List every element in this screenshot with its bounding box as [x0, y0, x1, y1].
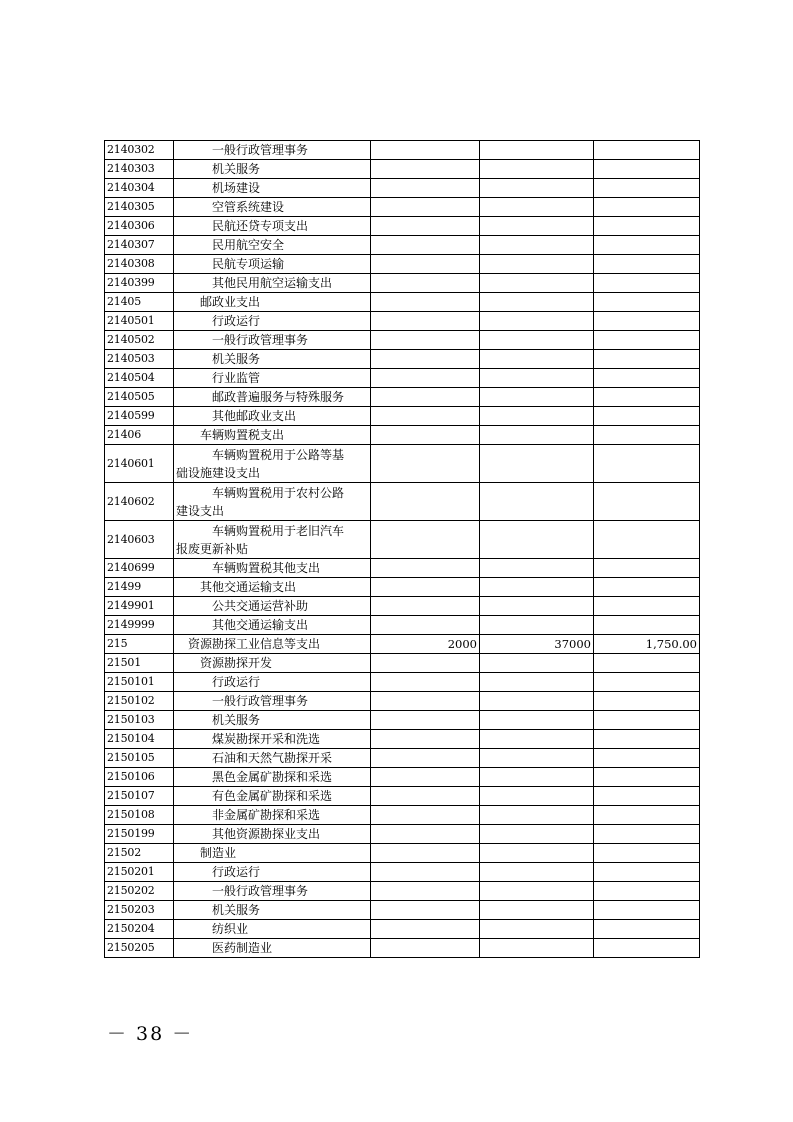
amount-cell-2 — [480, 882, 594, 901]
account-code-cell: 215 — [105, 635, 174, 654]
account-name-cell: 机关服务 — [174, 160, 371, 179]
amount-cell-1 — [371, 673, 480, 692]
amount-cell-2 — [480, 369, 594, 388]
amount-cell-2 — [480, 483, 594, 521]
amount-cell-1 — [371, 787, 480, 806]
table-row — [105, 768, 700, 787]
amount-cell-1 — [371, 578, 480, 597]
table-row — [105, 597, 700, 616]
account-name-cell: 其他民用航空运输支出 — [174, 274, 371, 293]
amount-cell-3 — [594, 939, 700, 958]
amount-cell-3 — [594, 255, 700, 274]
amount-cell-2 — [480, 236, 594, 255]
amount-cell-3 — [594, 293, 700, 312]
amount-cell-1 — [371, 274, 480, 293]
account-name-cell: 制造业 — [174, 844, 371, 863]
amount-cell-2 — [480, 388, 594, 407]
amount-cell-1 — [371, 369, 480, 388]
account-code-cell: 2140307 — [105, 236, 174, 255]
amount-cell-2 — [480, 521, 594, 559]
amount-cell-2 — [480, 274, 594, 293]
table-row — [105, 673, 700, 692]
amount-cell-3 — [594, 160, 700, 179]
account-name-cell: 有色金属矿勘探和采选 — [174, 787, 371, 806]
amount-cell-3 — [594, 616, 700, 635]
account-code-cell: 2149901 — [105, 597, 174, 616]
table-row — [105, 198, 700, 217]
amount-cell-3 — [594, 654, 700, 673]
account-code-cell: 2150102 — [105, 692, 174, 711]
table-row — [105, 369, 700, 388]
amount-cell-2 — [480, 616, 594, 635]
account-code-cell: 2150105 — [105, 749, 174, 768]
table-row — [105, 730, 700, 749]
amount-cell-2 — [480, 141, 594, 160]
table-row — [105, 825, 700, 844]
amount-cell-2 — [480, 293, 594, 312]
account-code-cell: 2140602 — [105, 483, 174, 521]
table-row — [105, 635, 700, 654]
account-name-cell: 机关服务 — [174, 350, 371, 369]
amount-cell-2 — [480, 198, 594, 217]
table-row — [105, 711, 700, 730]
amount-cell-1 — [371, 559, 480, 578]
account-name-line-1: 车辆购置税用于老旧汽车 — [212, 523, 345, 538]
account-code-cell: 2150107 — [105, 787, 174, 806]
amount-cell-3 — [594, 578, 700, 597]
amount-cell-2 — [480, 578, 594, 597]
account-code-cell: 21406 — [105, 426, 174, 445]
account-name-cell: 纺织业 — [174, 920, 371, 939]
account-name-cell: 机关服务 — [174, 901, 371, 920]
amount-cell-3 — [594, 236, 700, 255]
table-row — [105, 179, 700, 198]
amount-cell-3 — [594, 806, 700, 825]
amount-cell-2 — [480, 407, 594, 426]
amount-cell-1 — [371, 312, 480, 331]
amount-cell-2 — [480, 559, 594, 578]
account-name-cell: 一般行政管理事务 — [174, 692, 371, 711]
amount-cell-1 — [371, 939, 480, 958]
amount-cell-1 — [371, 920, 480, 939]
table-row — [105, 692, 700, 711]
account-name-cell: 其他资源勘探业支出 — [174, 825, 371, 844]
amount-cell-1 — [371, 749, 480, 768]
amount-cell-3 — [594, 141, 700, 160]
account-code-cell: 2140603 — [105, 521, 174, 559]
account-name-cell: 民用航空安全 — [174, 236, 371, 255]
amount-cell-1 — [371, 730, 480, 749]
table-row — [105, 882, 700, 901]
amount-cell-3 — [594, 882, 700, 901]
account-code-cell: 2150203 — [105, 901, 174, 920]
account-code-cell: 2140504 — [105, 369, 174, 388]
amount-cell-1 — [371, 331, 480, 350]
account-code-cell: 21405 — [105, 293, 174, 312]
amount-cell-1 — [371, 141, 480, 160]
amount-cell-3 — [594, 426, 700, 445]
amount-cell-3 — [594, 692, 700, 711]
account-name-cell: 民航专项运输 — [174, 255, 371, 274]
account-name-cell: 车辆购置税支出 — [174, 426, 371, 445]
amount-cell-1 — [371, 198, 480, 217]
amount-cell-3 — [594, 407, 700, 426]
amount-cell-2 — [480, 445, 594, 483]
account-code-cell: 21502 — [105, 844, 174, 863]
account-name-cell: 医药制造业 — [174, 939, 371, 958]
account-code-cell: 2150103 — [105, 711, 174, 730]
amount-cell-2 — [480, 597, 594, 616]
account-name-cell: 行业监管 — [174, 369, 371, 388]
amount-cell-2 — [480, 768, 594, 787]
amount-cell-1 — [371, 711, 480, 730]
amount-cell-1 — [371, 160, 480, 179]
account-name-cell: 行政运行 — [174, 673, 371, 692]
account-code-cell: 2140305 — [105, 198, 174, 217]
amount-cell-2 — [480, 654, 594, 673]
table-row — [105, 236, 700, 255]
amount-cell-2 — [480, 730, 594, 749]
table-row — [105, 160, 700, 179]
amount-cell-1 — [371, 806, 480, 825]
amount-cell-2 — [480, 217, 594, 236]
table-row — [105, 426, 700, 445]
amount-cell-1 — [371, 407, 480, 426]
account-name-line-2: 建设支出 — [176, 503, 225, 518]
account-code-cell: 2150106 — [105, 768, 174, 787]
account-name-cell — [174, 445, 371, 483]
amount-cell-2: 37000 — [480, 635, 594, 654]
amount-cell-1 — [371, 692, 480, 711]
amount-cell-2 — [480, 806, 594, 825]
account-name-line-2: 报废更新补贴 — [176, 541, 249, 556]
amount-cell-1 — [371, 863, 480, 882]
amount-cell-1: 2000 — [371, 635, 480, 654]
table-row — [105, 654, 700, 673]
amount-cell-2 — [480, 787, 594, 806]
account-name-cell: 行政运行 — [174, 312, 371, 331]
account-code-cell: 2150104 — [105, 730, 174, 749]
table-row — [105, 844, 700, 863]
account-name-cell: 机场建设 — [174, 179, 371, 198]
amount-cell-2 — [480, 350, 594, 369]
account-code-cell: 2149999 — [105, 616, 174, 635]
table-row — [105, 578, 700, 597]
amount-cell-2 — [480, 426, 594, 445]
amount-cell-3 — [594, 217, 700, 236]
amount-cell-3 — [594, 768, 700, 787]
amount-cell-2 — [480, 160, 594, 179]
table-row — [105, 483, 700, 521]
amount-cell-3 — [594, 673, 700, 692]
account-code-cell: 2140302 — [105, 141, 174, 160]
account-name-line-1: 车辆购置税用于农村公路 — [212, 485, 345, 500]
table-row — [105, 616, 700, 635]
amount-cell-1 — [371, 768, 480, 787]
account-name-cell: 一般行政管理事务 — [174, 882, 371, 901]
amount-cell-1 — [371, 217, 480, 236]
amount-cell-1 — [371, 616, 480, 635]
account-code-cell: 2140501 — [105, 312, 174, 331]
amount-cell-2 — [480, 255, 594, 274]
amount-cell-3 — [594, 521, 700, 559]
amount-cell-1 — [371, 483, 480, 521]
account-name-cell: 资源勘探开发 — [174, 654, 371, 673]
amount-cell-2 — [480, 825, 594, 844]
account-code-cell: 2140399 — [105, 274, 174, 293]
amount-cell-1 — [371, 825, 480, 844]
amount-cell-1 — [371, 521, 480, 559]
amount-cell-3 — [594, 274, 700, 293]
amount-cell-2 — [480, 312, 594, 331]
table-row — [105, 312, 700, 331]
account-name-cell: 煤炭勘探开采和洗选 — [174, 730, 371, 749]
amount-cell-3 — [594, 179, 700, 198]
account-code-cell: 2140502 — [105, 331, 174, 350]
amount-cell-3 — [594, 730, 700, 749]
account-name-cell: 一般行政管理事务 — [174, 331, 371, 350]
table-row — [105, 559, 700, 578]
amount-cell-1 — [371, 654, 480, 673]
account-code-cell: 2150108 — [105, 806, 174, 825]
account-name-line-2: 础设施建设支出 — [176, 465, 261, 480]
account-name-cell: 其他交通运输支出 — [174, 616, 371, 635]
account-name-cell: 其他交通运输支出 — [174, 578, 371, 597]
amount-cell-1 — [371, 426, 480, 445]
amount-cell-2 — [480, 863, 594, 882]
account-code-cell: 2140699 — [105, 559, 174, 578]
amount-cell-3 — [594, 350, 700, 369]
amount-cell-1 — [371, 350, 480, 369]
account-code-cell: 2140308 — [105, 255, 174, 274]
amount-cell-3 — [594, 825, 700, 844]
amount-cell-3 — [594, 198, 700, 217]
table-row — [105, 787, 700, 806]
account-code-cell: 2150205 — [105, 939, 174, 958]
amount-cell-3 — [594, 787, 700, 806]
account-name-cell: 非金属矿勘探和采选 — [174, 806, 371, 825]
table-row — [105, 141, 700, 160]
amount-cell-1 — [371, 901, 480, 920]
table-row — [105, 407, 700, 426]
account-code-cell: 2140306 — [105, 217, 174, 236]
account-code-cell: 21501 — [105, 654, 174, 673]
account-name-cell: 邮政业支出 — [174, 293, 371, 312]
account-name-cell: 一般行政管理事务 — [174, 141, 371, 160]
account-name-cell: 机关服务 — [174, 711, 371, 730]
account-name-cell: 资源勘探工业信息等支出 — [174, 635, 371, 654]
account-name-cell: 公共交通运营补助 — [174, 597, 371, 616]
account-name-cell — [174, 521, 371, 559]
account-code-cell: 2150201 — [105, 863, 174, 882]
amount-cell-3 — [594, 388, 700, 407]
amount-cell-3 — [594, 920, 700, 939]
table-row — [105, 806, 700, 825]
table-row — [105, 939, 700, 958]
account-name-cell: 石油和天然气勘探开采 — [174, 749, 371, 768]
amount-cell-3 — [594, 597, 700, 616]
amount-cell-1 — [371, 445, 480, 483]
amount-cell-3 — [594, 369, 700, 388]
account-code-cell: 2140303 — [105, 160, 174, 179]
amount-cell-3 — [594, 901, 700, 920]
account-code-cell: 2150101 — [105, 673, 174, 692]
account-name-cell: 空管系统建设 — [174, 198, 371, 217]
amount-cell-1 — [371, 388, 480, 407]
account-code-cell: 2140601 — [105, 445, 174, 483]
amount-cell-2 — [480, 179, 594, 198]
amount-cell-1 — [371, 882, 480, 901]
amount-cell-1 — [371, 293, 480, 312]
account-code-cell: 2140599 — [105, 407, 174, 426]
account-name-cell — [174, 483, 371, 521]
table-row — [105, 217, 700, 236]
table-row — [105, 350, 700, 369]
amount-cell-2 — [480, 920, 594, 939]
account-name-cell: 其他邮政业支出 — [174, 407, 371, 426]
amount-cell-1 — [371, 236, 480, 255]
account-code-cell: 21499 — [105, 578, 174, 597]
amount-cell-3 — [594, 863, 700, 882]
table-row — [105, 920, 700, 939]
account-name-cell: 黑色金属矿勘探和采选 — [174, 768, 371, 787]
table-row — [105, 445, 700, 483]
account-code-cell: 2140505 — [105, 388, 174, 407]
amount-cell-2 — [480, 901, 594, 920]
amount-cell-3 — [594, 559, 700, 578]
amount-cell-3 — [594, 445, 700, 483]
amount-cell-3 — [594, 844, 700, 863]
table-row — [105, 749, 700, 768]
amount-cell-3 — [594, 331, 700, 350]
account-code-cell: 2150199 — [105, 825, 174, 844]
account-name-cell: 民航还贷专项支出 — [174, 217, 371, 236]
account-code-cell: 2140304 — [105, 179, 174, 198]
budget-table — [104, 140, 700, 958]
account-name-cell: 车辆购置税其他支出 — [174, 559, 371, 578]
account-name-line-1: 车辆购置税用于公路等基 — [212, 447, 345, 462]
account-code-cell: 2150204 — [105, 920, 174, 939]
account-name-cell: 邮政普遍服务与特殊服务 — [174, 388, 371, 407]
table-row — [105, 863, 700, 882]
amount-cell-2 — [480, 692, 594, 711]
account-name-cell: 行政运行 — [174, 863, 371, 882]
budget-table-body — [105, 141, 700, 958]
account-code-cell: 2150202 — [105, 882, 174, 901]
page-number: － 38 － — [107, 1023, 194, 1045]
table-row — [105, 293, 700, 312]
amount-cell-3 — [594, 749, 700, 768]
amount-cell-2 — [480, 749, 594, 768]
table-row — [105, 901, 700, 920]
amount-cell-2 — [480, 711, 594, 730]
account-code-cell: 2140503 — [105, 350, 174, 369]
amount-cell-2 — [480, 331, 594, 350]
table-row — [105, 255, 700, 274]
amount-cell-1 — [371, 597, 480, 616]
amount-cell-2 — [480, 673, 594, 692]
amount-cell-1 — [371, 844, 480, 863]
amount-cell-3 — [594, 483, 700, 521]
amount-cell-2 — [480, 939, 594, 958]
amount-cell-1 — [371, 179, 480, 198]
amount-cell-3 — [594, 711, 700, 730]
amount-cell-3: 1,750.00 — [594, 635, 700, 654]
amount-cell-3 — [594, 312, 700, 331]
table-row — [105, 388, 700, 407]
table-row — [105, 331, 700, 350]
table-row — [105, 274, 700, 293]
table-row — [105, 521, 700, 559]
amount-cell-2 — [480, 844, 594, 863]
amount-cell-1 — [371, 255, 480, 274]
